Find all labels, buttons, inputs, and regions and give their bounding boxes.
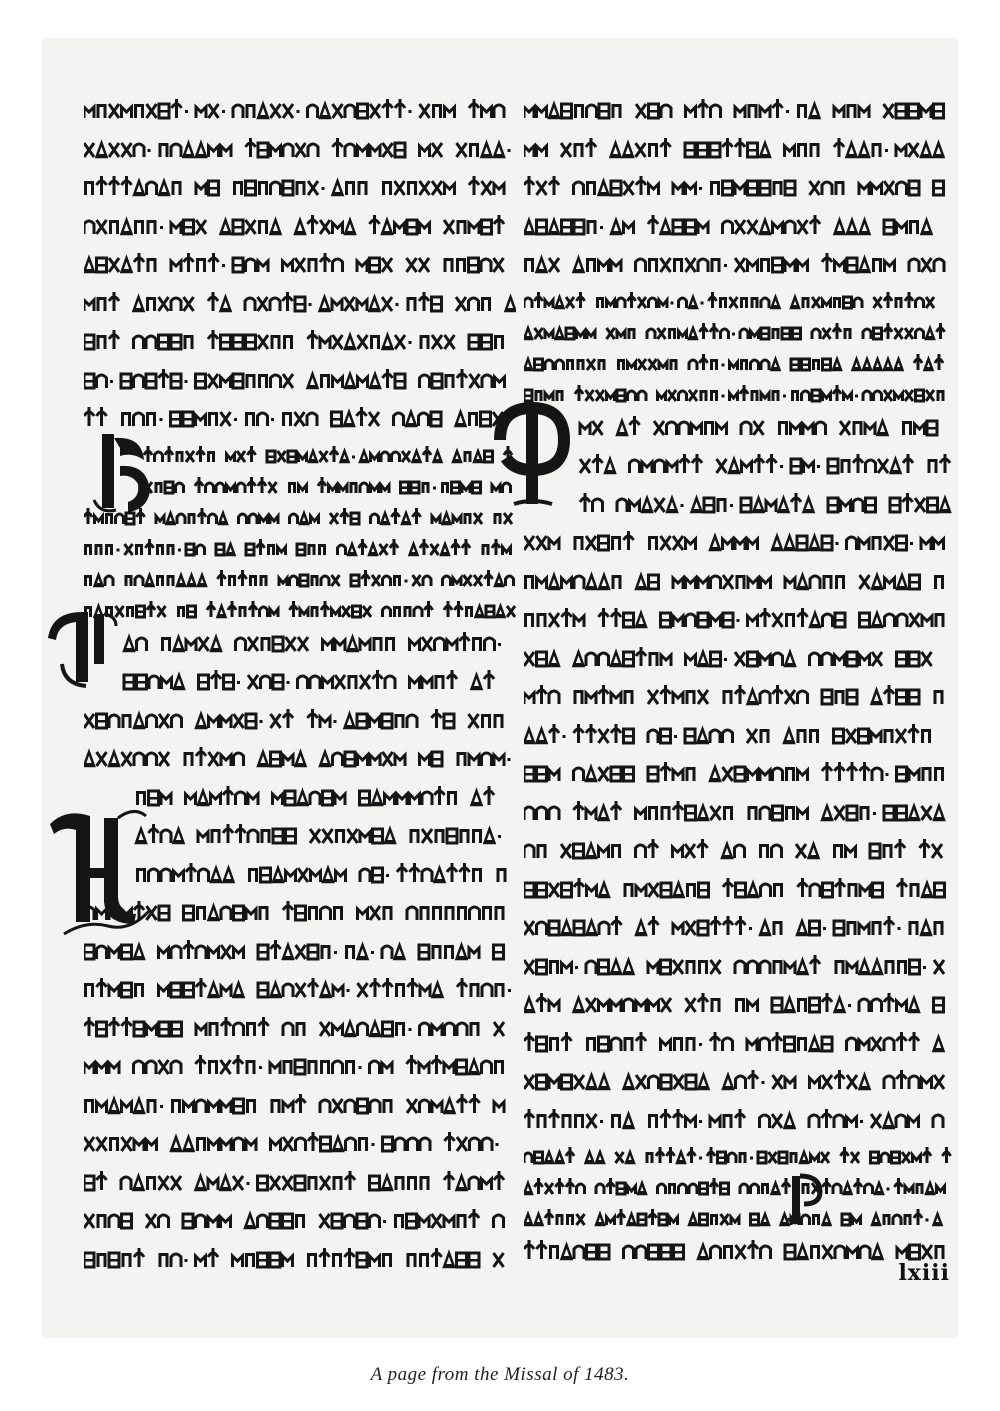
right-text-line-1 — [524, 98, 956, 137]
right-text-line-30 — [524, 1177, 956, 1208]
left-text-line-7 — [84, 329, 520, 368]
left-text-line-18 — [84, 708, 520, 747]
left-text-line-2 — [84, 137, 520, 176]
left-text-line-31 — [84, 1208, 520, 1247]
left-text-line-5 — [84, 252, 520, 291]
left-text-column — [84, 98, 520, 1285]
right-text-line-14 — [524, 569, 956, 608]
decorated-initial-5 — [786, 1168, 826, 1228]
left-text-line-13 — [84, 538, 520, 569]
right-text-line-8 — [524, 353, 956, 384]
right-text-line-22 — [524, 877, 956, 916]
left-text-line-32 — [84, 1247, 520, 1286]
right-text-line-15 — [524, 607, 956, 646]
left-text-line-29 — [84, 1131, 520, 1170]
right-text-line-4 — [524, 214, 956, 253]
left-text-line-24 — [84, 939, 520, 978]
left-text-line-4 — [84, 214, 520, 253]
right-text-line-6 — [524, 291, 956, 322]
right-text-line-20 — [524, 800, 956, 839]
left-text-line-28 — [84, 1093, 520, 1132]
right-text-line-25 — [524, 992, 956, 1031]
right-text-line-5 — [524, 252, 956, 291]
right-text-line-27 — [524, 1069, 956, 1108]
right-text-line-7 — [524, 322, 956, 353]
decorated-initial-3 — [46, 802, 154, 942]
right-text-line-12 — [524, 492, 956, 531]
left-text-line-25 — [84, 977, 520, 1016]
left-text-line-16 — [84, 631, 520, 670]
decorated-initial-2 — [42, 604, 120, 690]
left-text-line-15 — [84, 600, 520, 631]
left-text-line-19 — [84, 746, 520, 785]
left-text-line-14 — [84, 569, 520, 600]
right-text-line-18 — [524, 723, 956, 762]
right-text-line-21 — [524, 838, 956, 877]
right-text-line-17 — [524, 684, 956, 723]
manuscript-plate — [42, 38, 958, 1338]
right-text-line-3 — [524, 175, 956, 214]
right-text-line-19 — [524, 761, 956, 800]
decorated-initial-4 — [492, 400, 574, 512]
right-text-line-28 — [524, 1108, 956, 1147]
right-text-line-10 — [524, 415, 956, 454]
right-text-line-32 — [524, 1239, 956, 1278]
right-text-line-29 — [524, 1146, 956, 1177]
folio-number: lxiii — [898, 1260, 950, 1286]
left-text-line-3 — [84, 175, 520, 214]
right-text-line-31 — [524, 1208, 956, 1239]
left-text-line-17 — [84, 669, 520, 708]
left-text-line-8 — [84, 368, 520, 407]
right-text-line-13 — [524, 530, 956, 569]
right-text-column — [524, 98, 956, 1278]
right-text-line-11 — [524, 453, 956, 492]
right-text-line-23 — [524, 915, 956, 954]
left-text-line-26 — [84, 1016, 520, 1055]
right-text-line-2 — [524, 137, 956, 176]
left-text-line-30 — [84, 1170, 520, 1209]
right-text-line-24 — [524, 954, 956, 993]
plate-caption: A page from the Missal of 1483. — [370, 1364, 630, 1385]
decorated-initial-1 — [92, 430, 158, 516]
right-text-line-9 — [524, 384, 956, 415]
left-text-line-27 — [84, 1054, 520, 1093]
right-text-line-16 — [524, 646, 956, 685]
right-text-line-26 — [524, 1031, 956, 1070]
left-text-line-6 — [84, 291, 520, 330]
left-text-line-1 — [84, 98, 520, 137]
